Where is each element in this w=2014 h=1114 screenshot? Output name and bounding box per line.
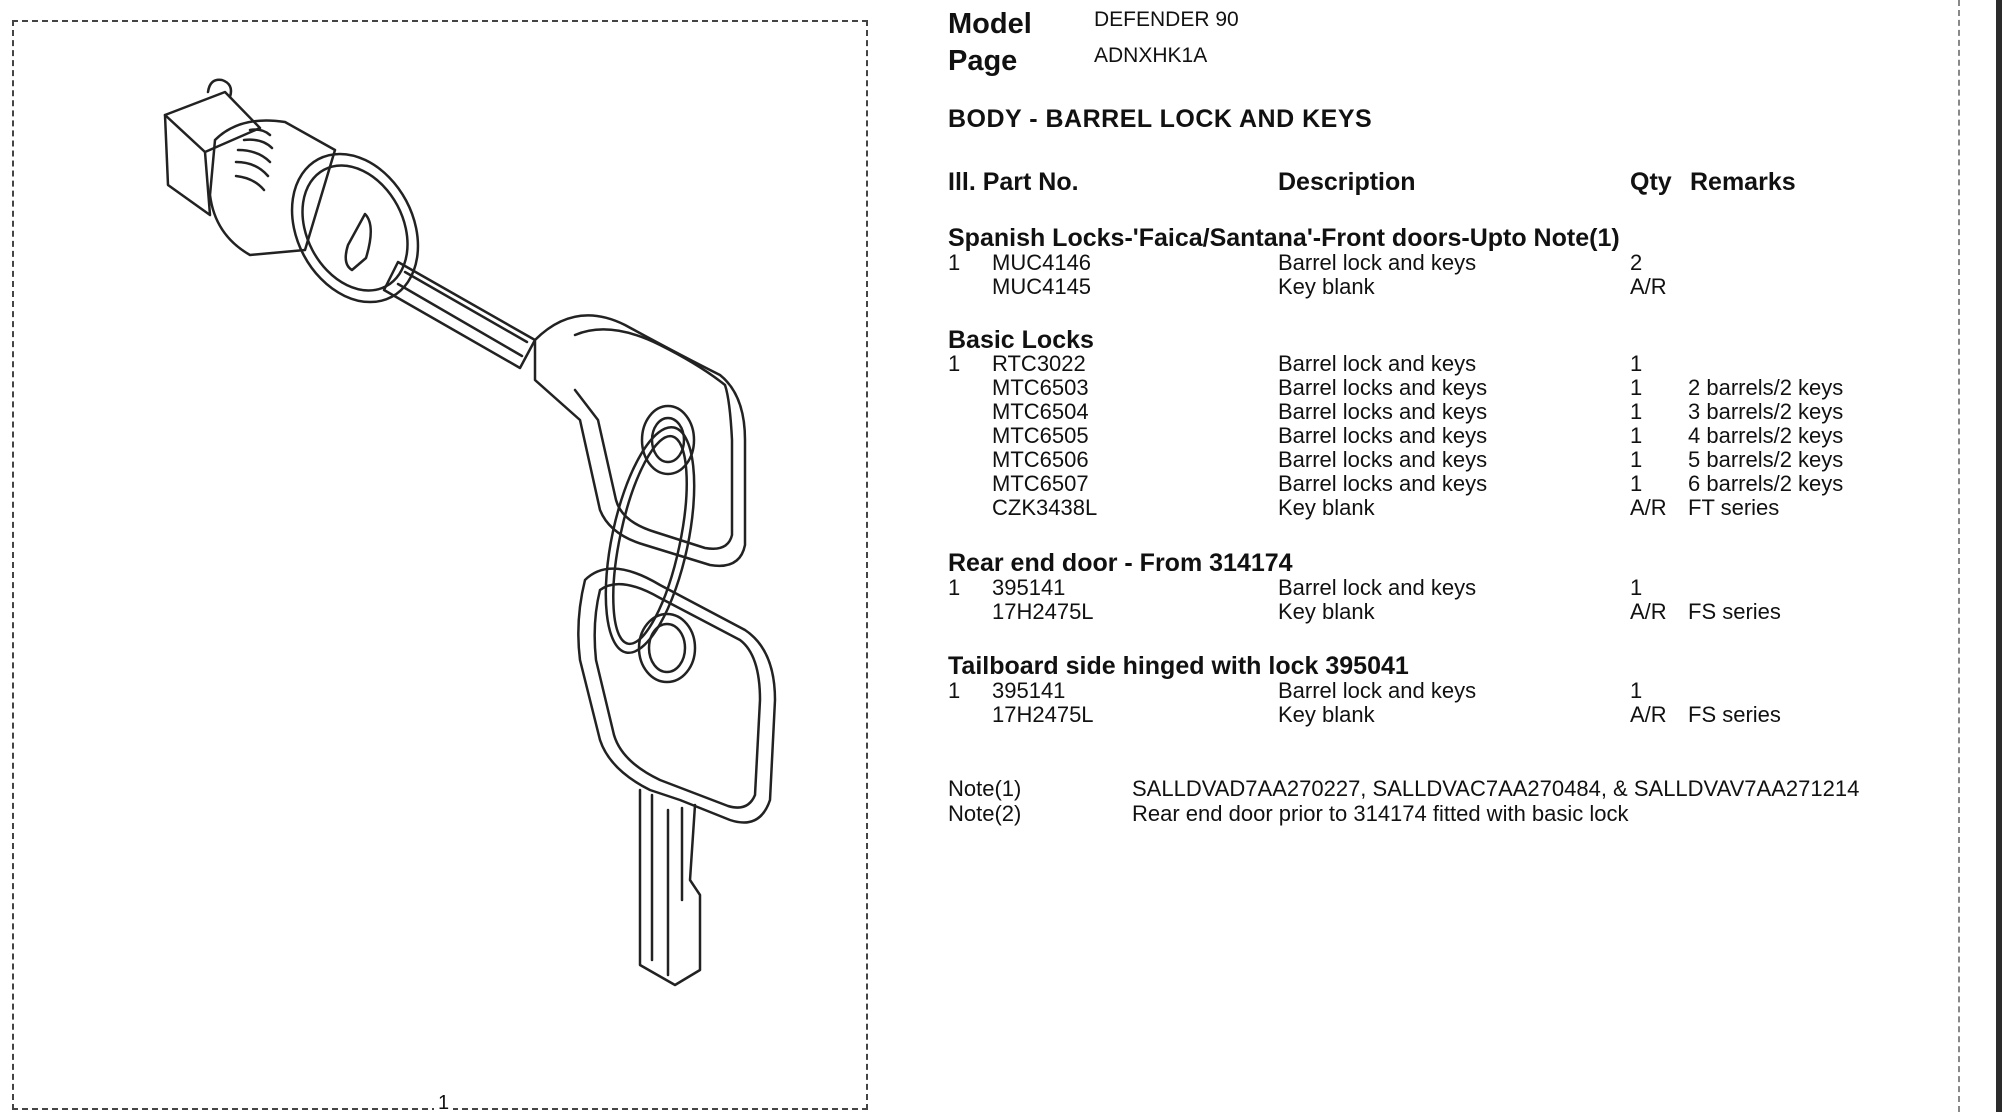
ill-number: 1 — [948, 250, 961, 275]
part-number: 395141 — [992, 678, 1066, 703]
page-label: Page — [948, 45, 1018, 77]
right-edge-bar — [1996, 0, 2002, 1112]
part-qty: 1 — [1630, 471, 1643, 496]
group-title: Rear end door - From 314174 — [948, 549, 1293, 577]
parts-row — [948, 424, 1948, 448]
note-label: Note(2) — [948, 801, 1022, 826]
barrel-lock-and-keys-drawing — [0, 0, 880, 1112]
part-remarks: 6 barrels/2 keys — [1688, 471, 1844, 496]
part-description: Barrel lock and keys — [1278, 575, 1477, 600]
part-number: MTC6507 — [992, 471, 1089, 496]
column-header-remarks: Remarks — [1690, 168, 1796, 196]
part-description: Barrel locks and keys — [1278, 399, 1488, 424]
part-description: Barrel lock and keys — [1278, 250, 1477, 275]
part-number: MUC4146 — [992, 250, 1092, 275]
part-description: Barrel locks and keys — [1278, 423, 1488, 448]
parts-row — [948, 703, 1948, 727]
parts-row — [948, 472, 1948, 496]
part-qty: 1 — [1630, 375, 1643, 400]
note-label: Note(1) — [948, 776, 1022, 801]
group-title: Spanish Locks-'Faica/Santana'-Front doors-Upto Note(1) — [948, 224, 1620, 252]
parts-row — [948, 400, 1948, 424]
part-number: CZK3438L — [992, 495, 1098, 520]
column-header-description: Description — [1278, 168, 1416, 196]
parts-row — [948, 376, 1948, 400]
part-remarks: FT series — [1688, 495, 1780, 520]
part-qty: A/R — [1630, 495, 1667, 520]
part-description: Barrel locks and keys — [1278, 375, 1488, 400]
part-number: MTC6505 — [992, 423, 1089, 448]
parts-row — [948, 448, 1948, 472]
parts-row — [948, 600, 1948, 624]
section-title: BODY - BARREL LOCK AND KEYS — [948, 105, 1373, 133]
part-description: Barrel locks and keys — [1278, 471, 1488, 496]
part-qty: 1 — [1630, 399, 1643, 424]
parts-row — [948, 352, 1948, 376]
parts-row — [948, 251, 1948, 275]
part-qty: A/R — [1630, 702, 1667, 727]
part-qty: A/R — [1630, 274, 1667, 299]
parts-row — [948, 679, 1948, 703]
parts-row — [948, 496, 1948, 520]
part-remarks: FS series — [1688, 599, 1781, 624]
part-qty: A/R — [1630, 599, 1667, 624]
part-qty: 1 — [1630, 447, 1643, 472]
part-remarks: 5 barrels/2 keys — [1688, 447, 1844, 472]
part-description: Key blank — [1278, 599, 1375, 624]
ill-number: 1 — [948, 575, 961, 600]
part-remarks: 2 barrels/2 keys — [1688, 375, 1844, 400]
part-remarks: FS series — [1688, 702, 1781, 727]
part-description: Barrel lock and keys — [1278, 678, 1477, 703]
ill-number: 1 — [948, 678, 961, 703]
part-number: 17H2475L — [992, 702, 1094, 727]
ill-number: 1 — [948, 351, 961, 376]
part-number: MUC4145 — [992, 274, 1092, 299]
column-header-qty: Qty — [1630, 168, 1672, 196]
note-text: Rear end door prior to 314174 fitted with basic lock — [1132, 801, 1629, 826]
part-qty: 2 — [1630, 250, 1643, 275]
model-value: DEFENDER 90 — [1094, 8, 1239, 31]
part-description: Key blank — [1278, 702, 1375, 727]
model-label: Model — [948, 8, 1032, 40]
part-number: RTC3022 — [992, 351, 1086, 376]
group-title: Tailboard side hinged with lock 395041 — [948, 652, 1409, 680]
part-qty: 1 — [1630, 351, 1643, 376]
callout-number: 1 — [434, 1094, 453, 1112]
column-header-ill-part-no: Ill. Part No. — [948, 168, 1079, 196]
part-remarks: 3 barrels/2 keys — [1688, 399, 1844, 424]
part-qty: 1 — [1630, 423, 1643, 448]
part-description: Key blank — [1278, 495, 1375, 520]
part-number: 17H2475L — [992, 599, 1094, 624]
part-description: Barrel lock and keys — [1278, 351, 1477, 376]
part-qty: 1 — [1630, 575, 1643, 600]
parts-row — [948, 576, 1948, 600]
part-description: Barrel locks and keys — [1278, 447, 1488, 472]
right-margin-rule — [1958, 0, 1960, 1112]
part-qty: 1 — [1630, 678, 1643, 703]
part-description: Key blank — [1278, 274, 1375, 299]
part-number: MTC6504 — [992, 399, 1089, 424]
part-number: MTC6506 — [992, 447, 1089, 472]
group-title: Basic Locks — [948, 326, 1094, 354]
part-remarks: 4 barrels/2 keys — [1688, 423, 1844, 448]
part-number: MTC6503 — [992, 375, 1089, 400]
page-value: ADNXHK1A — [1094, 44, 1208, 67]
note-row — [948, 776, 1948, 802]
note-row — [948, 801, 1948, 827]
part-number: 395141 — [992, 575, 1066, 600]
parts-row — [948, 275, 1948, 299]
note-text: SALLDVAD7AA270227, SALLDVAC7AA270484, & SALLDVAV7AA271214 — [1132, 776, 1860, 801]
